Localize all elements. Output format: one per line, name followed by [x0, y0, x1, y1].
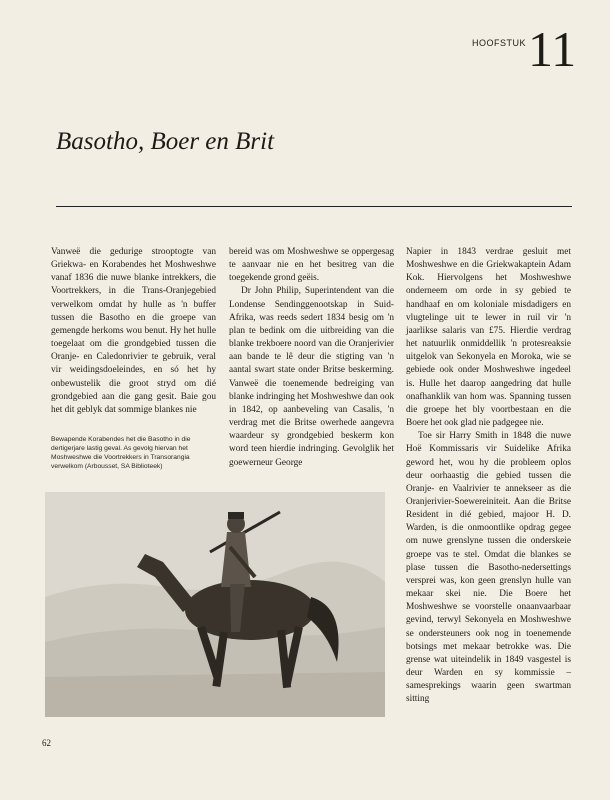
text-column-1 [51, 246, 216, 417]
figure-illustration-horseman [45, 492, 385, 717]
page-number: 62 [42, 738, 51, 748]
paragraph: Napier in 1843 verdrae gesluit met Moshweshwe en die Griekwakaptein Adam Kok. Hiervolgens het Moshweshwe onderneem om orde in sy gebied te handhaaf en om koloniale misdadigers en vlugtelinge uit te lewer in ruil vir 'n jaarlikse salaris van £75. Hierdie verdrag het natuurlik onmiddellik 'n protesreaksie uitgelok van Sekonyela en Moroka, wie se gebiede ook onder Moshweshwe ingedeel is. Hulle het daarop aangedring dat hulle onafhanklik van hom was. Spanning tussen die groepe het bly voortbestaan en die Boere het ook glad nie padgegee nie. [406, 247, 571, 429]
text-column-2 [229, 246, 394, 470]
paragraph: Dr John Philip, Superintendent van die Londense Sendinggenootskap in Suid-Afrika, was reeds sedert 1834 besig om 'n plan te bedink om die uitbreiding van die blanke trekboere noord van die Oranjerivier aan bande te lê deur die stigting van 'n aantal swart state onder Britse beskerming. Vanweë die toenemende bedreiging van blanke indringing het Moshweshwe dan ook in 1842, op aanbeveling van Casalis, 'n verdrag met die Britse owerhede aangevra waardeur sy grondgebied beskerm kon word teen hierdie indringing. Gevolglik het goewerneur George [229, 286, 394, 468]
chapter-number: 11 [528, 21, 577, 77]
chapter-title: Basotho, Boer en Brit [56, 128, 275, 155]
paragraph: Vanweë die gedurige strooptogte van Griekwa- en Korabendes het Moshweshwe vanaf 1836 die nuwe blanke intrekkers, die Voortrekkers, in die Trans-Oranjegebied verwelkom omdat hy hulle as 'n buffer tussen die Basotho en die groepe van gemengde herkoms wou benut. Hy het hulle toegelaat om die grondgebied tussen die Oranje- en Caledonrivier te gebruik, veral vir weidingsdoeleindes, en só het hy onbewustelik die groot stryd om dié grondgebied aan die gang gesit. Baie gou het dit geblyk dat sommige blankes nie [51, 247, 216, 415]
chapter-label: HOOFSTUK [472, 38, 527, 48]
text-column-3 [406, 246, 571, 706]
figure-caption: Bewapende Korabendes het die Basotho in die dertigerjare lastig geval. As gevolg hiervan het Moshweshwe die Voortrekkers in Transorangia verwelkom (Arbousset, SA Biblioteek) [51, 436, 191, 470]
paragraph: bereid was om Moshweshwe se oppergesag te aanvaar nie en het besitreg van die toegekende grond geëis. [229, 247, 394, 284]
horseman-illustration [45, 492, 385, 717]
paragraph: Toe sir Harry Smith in 1848 die nuwe Hoë Kommissaris vir Suidelike Afrika geword het, wou hy die probleem oplos deur oorhaastig die gebied tussen die Oranje- en Vaalrivier te annekseer as die Oranjerivier-Soewereiniteit. Aan die Britse Resident in dié gebied, majoor H. D. Warden, is die onmoontlike opdrag gegee om nuwe grenslyne tussen die onderskeie groepe vas te stel. Omdat die blankes se plase tussen die Basotho-nedersettings versprei was, kon geen grenslyn hulle van mekaar skei nie. Die Boere het Moshweshwe se voorstelle onaanvaarbaar gevind, terwyl Sekonyela en Moshweshwe se ondersteuners ook nog in toenemende botsings met mekaar betrokke was. Die grense wat uiteindelik in 1849 vasgestel is deur Warden en sy kommissie – samesprekings waarin geen swartman sitting [406, 431, 571, 705]
title-divider [56, 206, 572, 207]
